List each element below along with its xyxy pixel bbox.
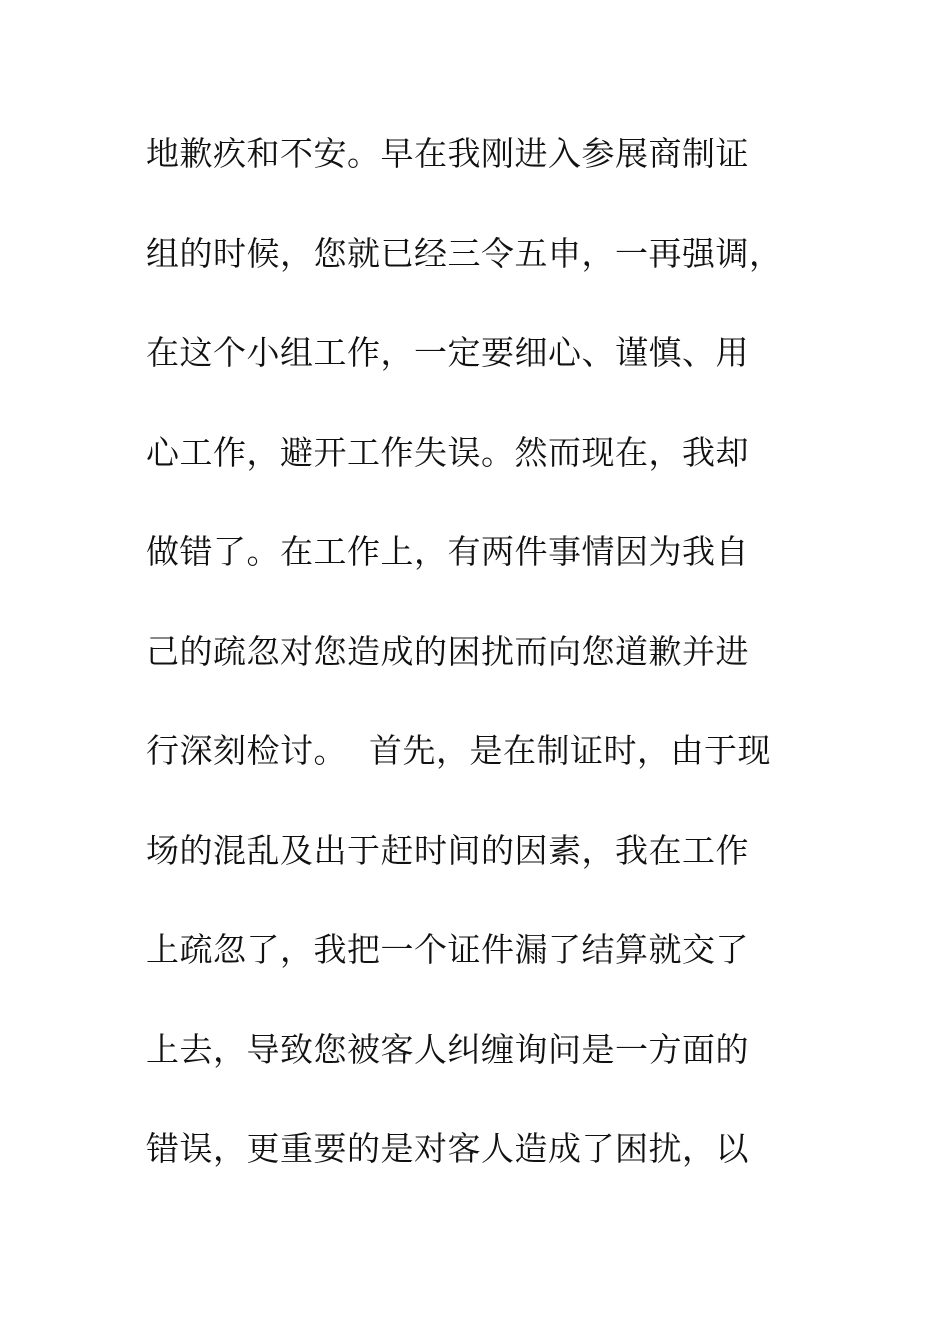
text-line-3: 在这个小组工作，一定要细心、谨慎、用 [146, 333, 749, 372]
text-line-6: 己的疏忽对您造成的困扰而向您道歉并进 [146, 631, 749, 671]
text-line-2: 组的时候，您就已经三令五申，一再强调， [146, 233, 783, 273]
text-line-5: 做错了。在工作上，有两件事情因为我自 [146, 532, 749, 571]
text-line-1: 地歉疚和不安。早在我刚进入参展商制证 [146, 134, 749, 173]
text-line-4: 心工作，避开工作失误。然而现在，我却 [146, 432, 749, 472]
text-line-9: 上疏忽了，我把一个证件漏了结算就交了 [146, 930, 749, 969]
body-text [146, 129, 846, 1224]
text-line-7: 行深刻检讨。 首先，是在制证时，由于现 [146, 731, 771, 770]
text-line-10: 上去，导致您被客人纠缠询问是一方面的 [146, 1029, 749, 1069]
text-line-11: 错误，更重要的是对客人造成了困扰，以 [146, 1129, 749, 1168]
text-line-8: 场的混乱及出于赶时间的因素，我在工作 [146, 830, 749, 870]
